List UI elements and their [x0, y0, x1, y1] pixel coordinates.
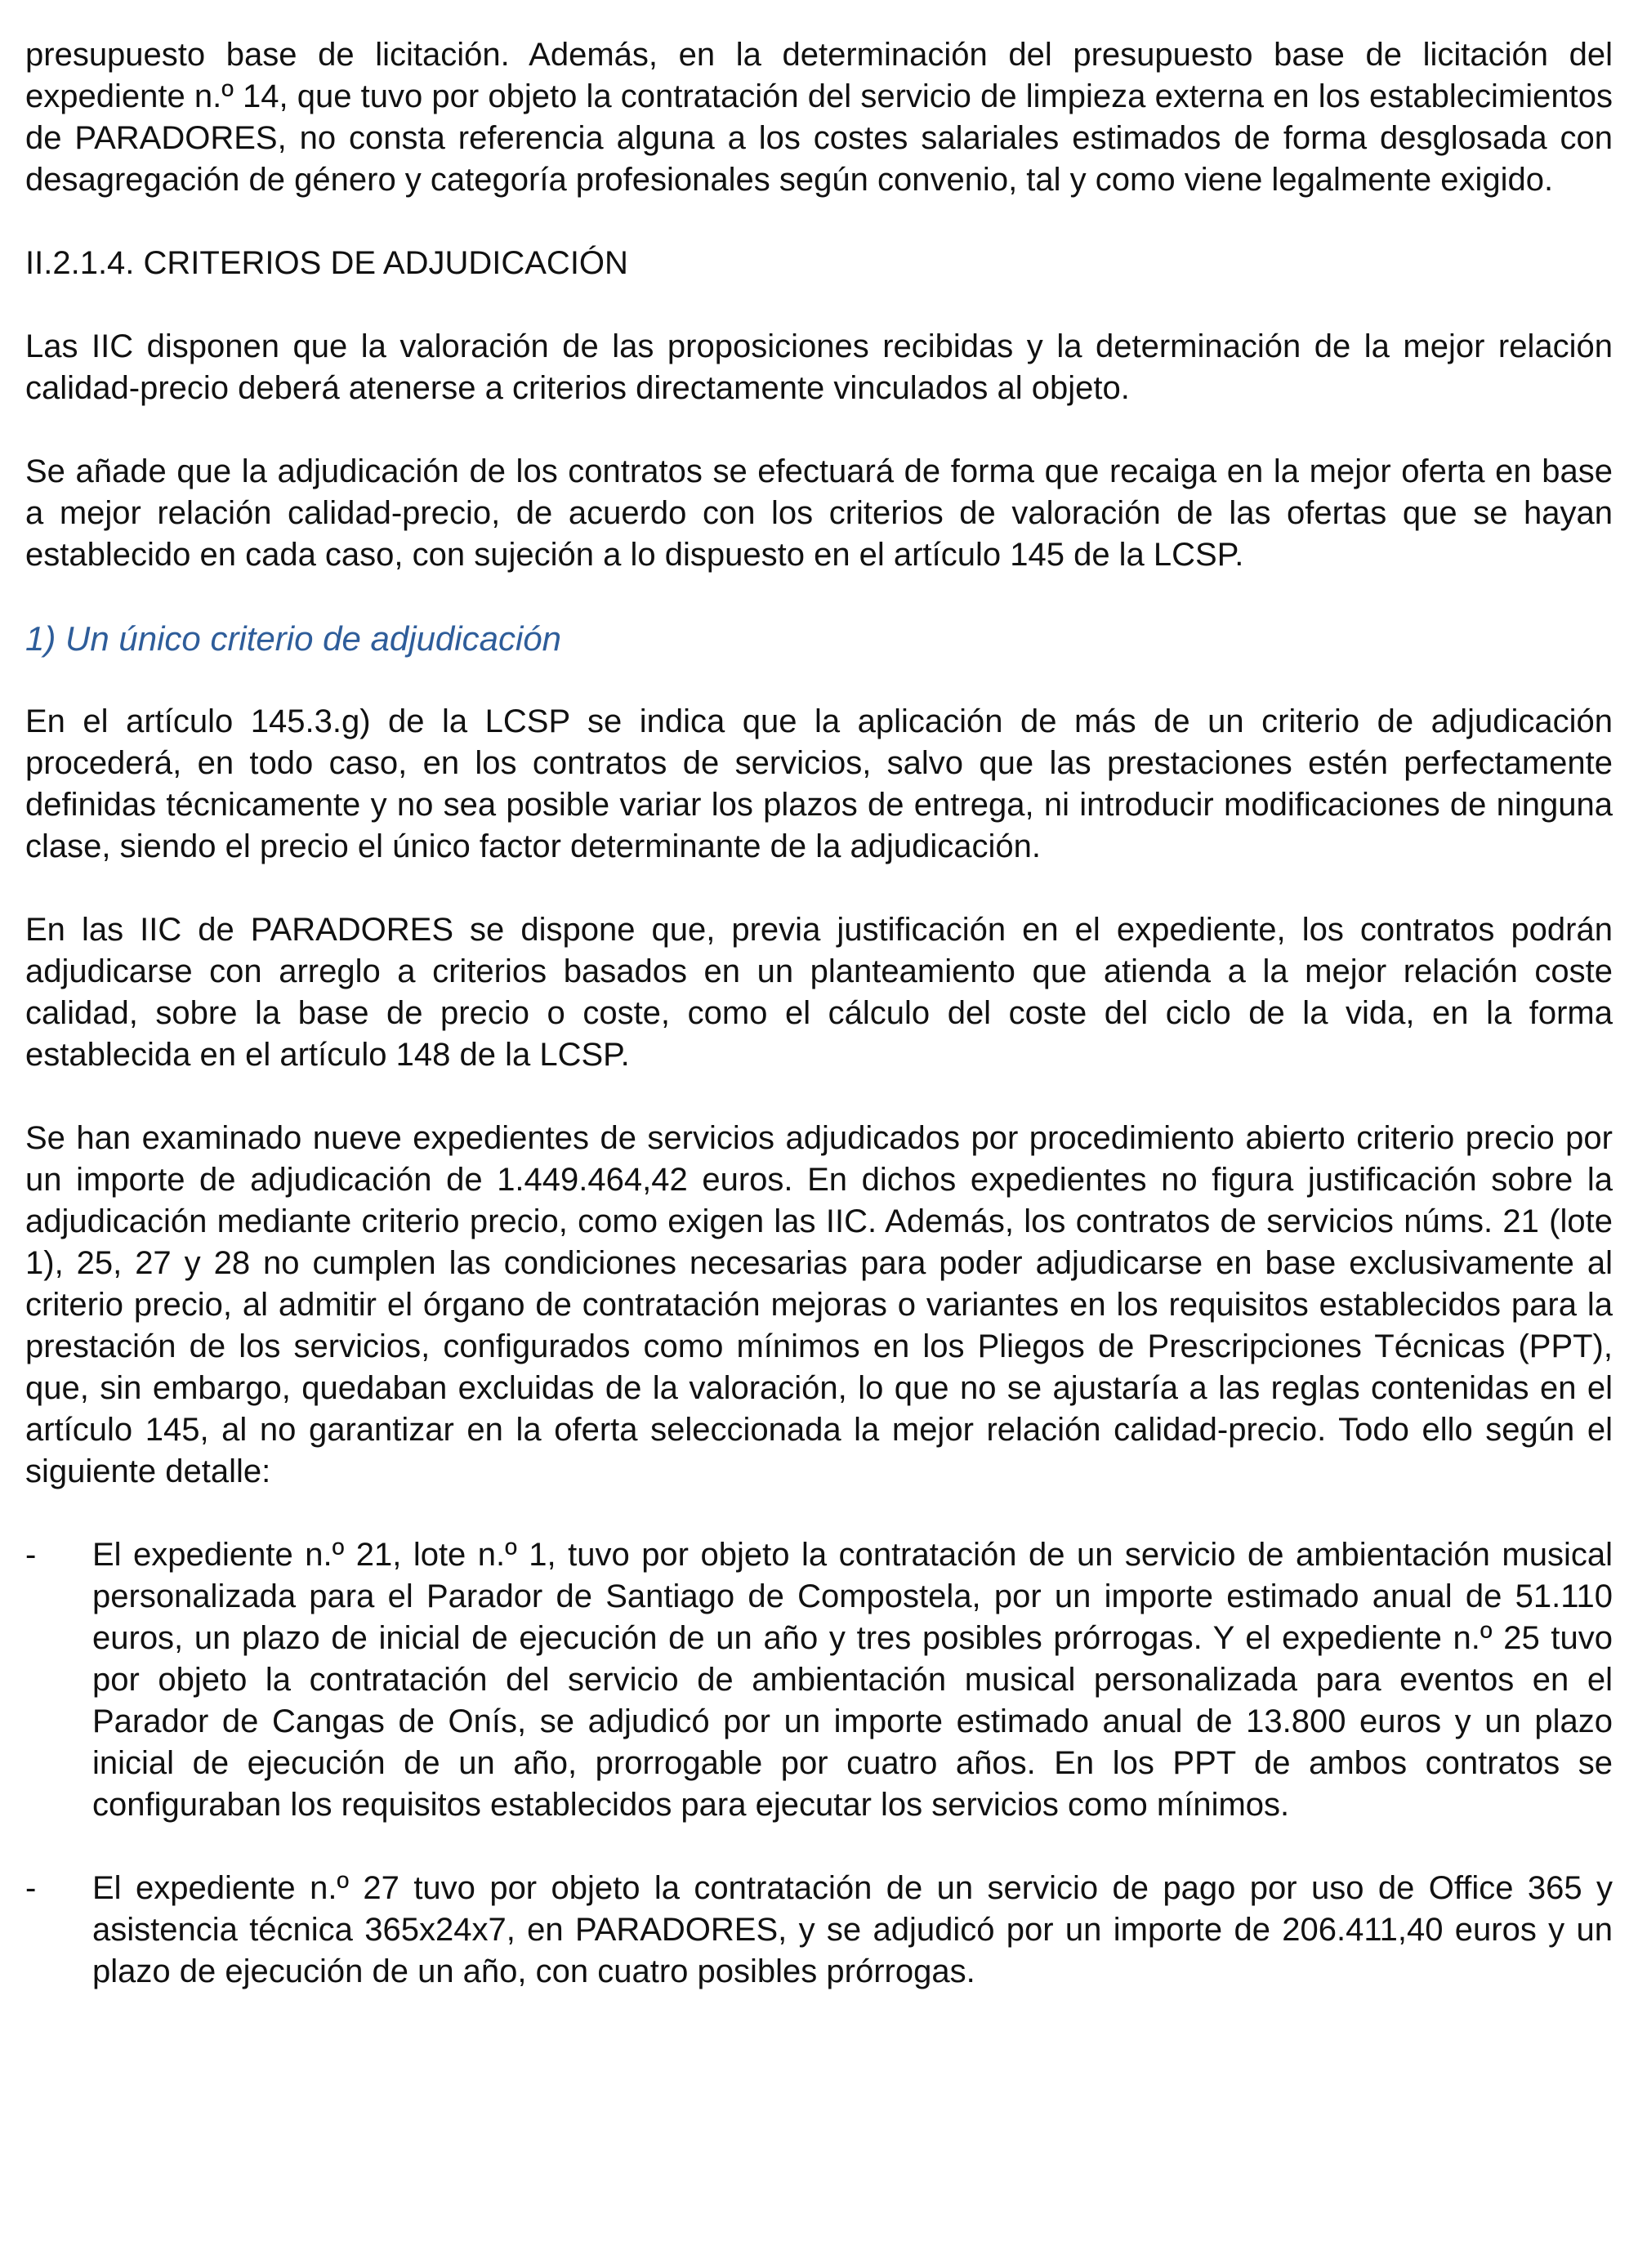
paragraph-articulo-145: En el artículo 145.3.g) de la LCSP se indica que la aplicación de más de un criterio de adjudicación procederá, en todo caso, en los contratos de servicios, salvo que las prestaciones estén perfectamente definidas técnicamente y no sea posible variar los plazos de entrega, ni introducir modificaciones de ninguna clase, siendo el precio el único factor determinante de la adjudicación. — [25, 703, 1613, 864]
detail-list — [25, 1534, 1613, 1993]
paragraph-iic-valoracion: Las IIC disponen que la valoración de las proposiciones recibidas y la determinación de la mejor relación calidad-precio deberá atenerse a criterios directamente vinculados al objeto. — [25, 328, 1613, 406]
bullet-dash: - — [25, 1537, 37, 1573]
subsection-heading: 1) Un único criterio de adjudicación — [25, 619, 562, 658]
paragraph-iic-paradores: En las IIC de PARADORES se dispone que, previa justificación en el expediente, los contratos podrán adjudicarse con arreglo a criterios basados en un planteamiento que atienda a la mejor relación coste calidad, sobre la base de precio o coste, como el cálculo del coste del ciclo de la vida, en la forma establecida en el artículo 148 de la LCSP. — [25, 912, 1613, 1073]
paragraph-expedientes: Se han examinado nueve expedientes de servicios adjudicados por procedimiento abierto criterio precio por un importe de adjudicación de 1.449.464,42 euros. En dichos expedientes no figura justificación sobre la adjudicación mediante criterio precio, como exigen las IIC. Además, los contratos de servicios núms. 21 (lote 1), 25, 27 y 28 no cumplen las condiciones necesarias para poder adjudicarse en base exclusivamente al criterio precio, al admitir el órgano de contratación mejoras o variantes en los requisitos establecidos para la prestación de los servicios, configurados como mínimos en los Pliegos de Prescripciones Técnicas (PPT), que, sin embargo, quedaban excluidas de la valoración, lo que no se ajustaría a las reglas contenidas en el artículo 145, al no garantizar en la oferta seleccionada la mejor relación calidad-precio. Todo ello según el siguiente detalle: — [25, 1120, 1613, 1489]
section-heading: II.2.1.4. CRITERIOS DE ADJUDICACIÓN — [25, 245, 628, 281]
paragraph-adjudicacion: Se añade que la adjudicación de los contratos se efectuará de forma que recaiga en la mejor oferta en base a mejor relación calidad-precio, de acuerdo con los criterios de valoración de las ofertas que se hayan establecido en cada caso, con sujeción a lo dispuesto en el artículo 145 de la LCSP. — [25, 453, 1613, 573]
paragraph-budget: presupuesto base de licitación. Además, en la determinación del presupuesto base de licitación del expediente n.º 14, que tuvo por objeto la contratación del servicio de limpieza externa en los establecimientos de PARADORES, no consta referencia alguna a los costes salariales estimados de forma desglosada con desagregación de género y categoría profesionales según convenio, tal y como viene legalmente exigido. — [25, 37, 1613, 198]
list-item-text: El expediente n.º 27 tuvo por objeto la contratación de un servicio de pago por uso de Office 365 y asistencia técnica 365x24x7, en PARADORES, y se adjudicó por un importe de 206.411,40 euros y un plazo de ejecución de un año, con cuatro posibles prórrogas. — [92, 1870, 1613, 1989]
list-item — [25, 1534, 1613, 1826]
list-item-text: El expediente n.º 21, lote n.º 1, tuvo por objeto la contratación de un servicio de ambientación musical personalizada para el Parador de Santiago de Compostela, por un importe estimado anual de 51.110 euros, un plazo de inicial de ejecución de un año y tres posibles prórrogas. Y el expediente n.º 25 tuvo por objeto la contratación del servicio de ambientación musical personalizada para eventos en el Parador de Cangas de Onís, se adjudicó por un importe estimado anual de 13.800 euros y un plazo inicial de ejecución de un año, prorrogable por cuatro años. En los PPT de ambos contratos se configuraban los requisitos establecidos para ejecutar los servicios como mínimos. — [92, 1537, 1613, 1823]
bullet-dash: - — [25, 1870, 37, 1906]
list-item — [25, 1868, 1613, 1993]
